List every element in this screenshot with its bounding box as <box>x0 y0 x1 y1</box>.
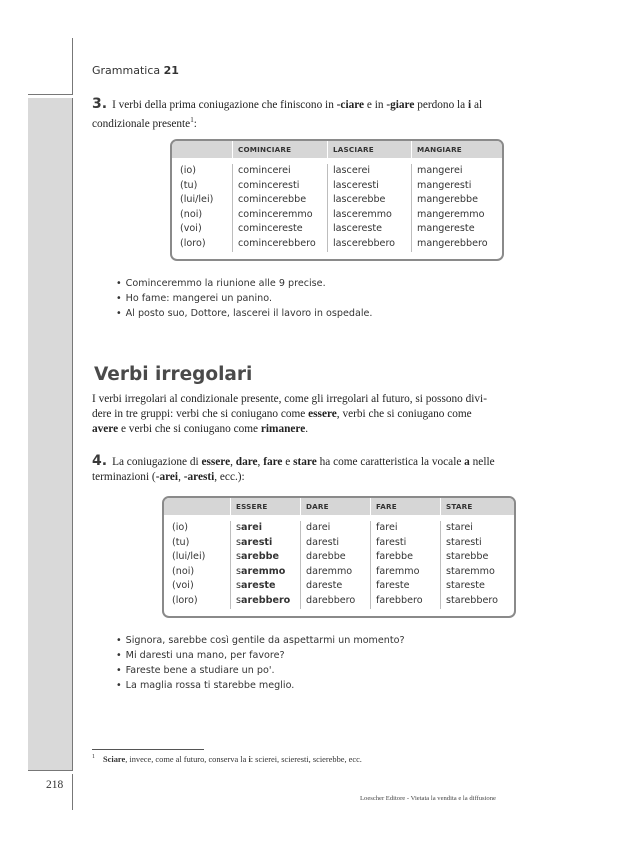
item4-text: nelle <box>469 456 495 468</box>
ending: arebbero <box>241 594 291 606</box>
example-sentence: • Al posto suo, Dottore, lascerei il lavoro in ospedale. <box>116 306 372 321</box>
item4-ending: -aresti <box>183 471 215 483</box>
example-sentence: • La maglia rossa ti starebbe meglio. <box>116 678 405 693</box>
table-cell: starei <box>446 522 473 533</box>
conjugation-table-irregular <box>162 496 516 618</box>
table-cell: (tu) <box>180 179 198 191</box>
ending: areste <box>241 580 276 592</box>
essere-column <box>230 521 300 609</box>
table-cell: starebbero <box>446 594 498 606</box>
stem: s <box>236 565 241 577</box>
table-cell: starebbe <box>446 551 489 563</box>
table-header-cell: ESSERE <box>230 498 300 515</box>
cominciare-column <box>232 164 327 252</box>
ending: arei <box>241 522 263 533</box>
example-sentence: • Mi daresti una mano, per favore? <box>116 648 405 663</box>
table-cell: farei <box>376 522 398 533</box>
table-cell: comincerei <box>238 165 291 176</box>
footnote-ref: 1 <box>190 116 194 124</box>
page-number: 218 <box>46 779 64 791</box>
table-cell: (io) <box>180 165 197 176</box>
footnote-rule <box>92 749 204 750</box>
intro-line: I verbi irregolari al condizionale presente, come gli irregolari al futuro, si possono divi- <box>92 393 487 405</box>
table-cell: lascereste <box>333 223 383 235</box>
table-cell: lascerei <box>333 165 371 176</box>
table-cell <box>236 521 300 536</box>
stare-column <box>440 521 510 609</box>
table-cell: staremmo <box>446 565 495 577</box>
table-cell: (voi) <box>180 223 202 235</box>
pronoun-column <box>172 164 232 252</box>
table-header-cell: COMINCIARE <box>232 141 327 158</box>
ending: arebbe <box>241 551 279 563</box>
table-cell: faresti <box>376 536 407 548</box>
item3-text: I verbi della prima coniugazione che finiscono in <box>112 99 337 111</box>
item4-text: ha come caratteristica la vocale <box>316 456 465 468</box>
table-cell <box>236 565 300 580</box>
table-cell: darebbero <box>306 594 356 606</box>
footnote-term: Sciare <box>103 754 126 764</box>
table-header-row <box>172 141 502 158</box>
intro-verb-rimanere: rimanere <box>260 423 306 435</box>
table-cell: comincerebbero <box>238 237 316 249</box>
item4-verb: stare <box>293 456 317 468</box>
table-cell <box>236 536 300 551</box>
stem: s <box>236 551 241 563</box>
table-cell: (loro) <box>172 594 198 606</box>
table-cell: darei <box>306 522 331 533</box>
table-cell: stareste <box>446 580 485 592</box>
table-cell: darebbe <box>306 551 346 563</box>
band-right-rule <box>72 98 73 770</box>
ending: aresti <box>241 536 273 548</box>
running-head <box>92 64 179 77</box>
table-cell: mangerebbe <box>417 194 479 206</box>
stem: s <box>236 536 241 548</box>
margin-band <box>28 98 72 770</box>
table-cell: (noi) <box>180 208 203 220</box>
table-cell: (loro) <box>180 237 206 249</box>
item3-ending-giare: -giare <box>386 99 415 111</box>
item4-vowel: a <box>464 456 470 468</box>
section-intro <box>92 392 562 437</box>
table-cell: lascerebbe <box>333 194 386 206</box>
table-cell: dareste <box>306 580 343 592</box>
table-cell: farebbero <box>376 594 423 606</box>
item4-text: La coniugazione di <box>112 456 202 468</box>
item3-text: : <box>193 117 197 130</box>
item4-text: , <box>178 471 184 483</box>
footnote <box>92 754 362 764</box>
table-cell: (io) <box>172 522 189 533</box>
table-cell: daremmo <box>306 565 353 577</box>
table-cell: (noi) <box>172 565 195 577</box>
table-cell: lasceremmo <box>333 208 392 220</box>
table-header-cell: STARE <box>440 498 510 515</box>
dare-column <box>300 521 370 609</box>
intro-text: dere in tre gruppi: verbi che si coniugano come <box>92 408 309 420</box>
table-cell: daresti <box>306 536 340 548</box>
table-header-cell: DARE <box>300 498 370 515</box>
item3-text: perdono la <box>414 99 469 111</box>
table-cell: comincerebbe <box>238 194 307 206</box>
item3-paragraph <box>92 97 562 132</box>
table-cell: mangerei <box>417 165 463 176</box>
table-cell: cominceresti <box>238 179 300 191</box>
running-head-label: Grammatica <box>92 64 161 77</box>
fare-column <box>370 521 440 609</box>
table-cell: lasceresti <box>333 179 379 191</box>
item4-ending: -arei <box>155 471 179 483</box>
publisher-notice: Loescher Editore - Vietata la vendita e la diffusione <box>360 795 496 802</box>
table-header-cell: MANGIARE <box>411 141 498 158</box>
item4-text: , <box>230 456 236 468</box>
table-cell <box>236 550 300 565</box>
ending: aremmo <box>241 565 286 577</box>
footnote-text: : scierei, scieresti, scierebbe, ecc. <box>250 754 362 764</box>
table-cell: mangeresti <box>417 179 472 191</box>
table-cell: cominceremmo <box>238 208 313 220</box>
table-cell: mangeremmo <box>417 208 485 220</box>
item4-text: e <box>282 456 294 468</box>
section-heading: Verbi irregolari <box>94 364 253 385</box>
conjugation-table-ciare-giare <box>170 139 504 261</box>
intro-text: e verbi che si coniugano come <box>118 423 261 435</box>
item3-text: condizionale presente <box>92 117 191 130</box>
footnote-letter: i <box>248 754 251 764</box>
item4-text: terminazioni ( <box>92 471 156 483</box>
item4-examples <box>116 633 405 693</box>
item3-ending-ciare: -ciare <box>336 99 365 111</box>
footer-horizontal-rule <box>28 770 73 771</box>
table-cell: faremmo <box>376 565 420 577</box>
stem: s <box>236 594 241 606</box>
pronoun-column <box>164 521 230 609</box>
table-cell <box>236 579 300 594</box>
lasciare-column <box>327 164 411 252</box>
item3-number: 3. <box>92 96 108 112</box>
table-cell: (lui/lei) <box>172 551 206 563</box>
item3-text: al <box>471 99 483 111</box>
table-cell: staresti <box>446 536 482 548</box>
table-header-row <box>164 498 514 515</box>
running-head-number: 21 <box>163 64 179 77</box>
table-cell: (tu) <box>172 536 190 548</box>
table-header-cell <box>164 498 230 515</box>
footer-vertical-rule <box>72 774 73 810</box>
table-cell: mangerebbero <box>417 237 488 249</box>
item3-examples <box>116 276 372 321</box>
intro-text: , verbi che si coniugano come <box>336 408 472 420</box>
table-cell <box>236 594 300 609</box>
header-horizontal-rule <box>28 94 73 95</box>
example-sentence: • Fareste bene a studiare un po'. <box>116 663 405 678</box>
item4-number: 4. <box>92 453 108 469</box>
table-cell: farebbe <box>376 551 413 563</box>
table-cell: (lui/lei) <box>180 194 214 206</box>
item4-verb: dare <box>235 456 258 468</box>
example-sentence: • Cominceremmo la riunione alle 9 precise. <box>116 276 372 291</box>
item3-letter-i: i <box>468 99 472 111</box>
table-header-cell <box>172 141 232 158</box>
header-vertical-rule <box>72 38 73 94</box>
example-sentence: • Signora, sarebbe così gentile da aspettarmi un momento? <box>116 633 405 648</box>
stem: s <box>236 522 241 533</box>
item4-verb: fare <box>263 456 283 468</box>
item4-text: , ecc.): <box>214 471 245 483</box>
footnote-text: , invece, come al futuro, conserva la <box>125 754 249 764</box>
table-cell: mangereste <box>417 223 475 235</box>
item3-text: e in <box>364 99 387 111</box>
example-sentence: • Ho fame: mangerei un panino. <box>116 291 372 306</box>
table-cell: fareste <box>376 580 410 592</box>
mangiare-column <box>411 164 498 252</box>
footnote-mark: 1 <box>92 754 95 760</box>
stem: s <box>236 580 241 592</box>
intro-text: . <box>305 423 309 435</box>
table-header-cell: LASCIARE <box>327 141 411 158</box>
intro-verb-avere: avere <box>92 423 119 435</box>
intro-verb-essere: essere <box>308 408 337 420</box>
table-header-cell: FARE <box>370 498 440 515</box>
table-cell: comincereste <box>238 223 303 235</box>
item4-paragraph <box>92 454 562 485</box>
table-cell: (voi) <box>172 580 194 592</box>
table-cell: lascerebbero <box>333 237 396 249</box>
item4-verb: essere <box>201 456 231 468</box>
item4-text: , <box>257 456 264 468</box>
